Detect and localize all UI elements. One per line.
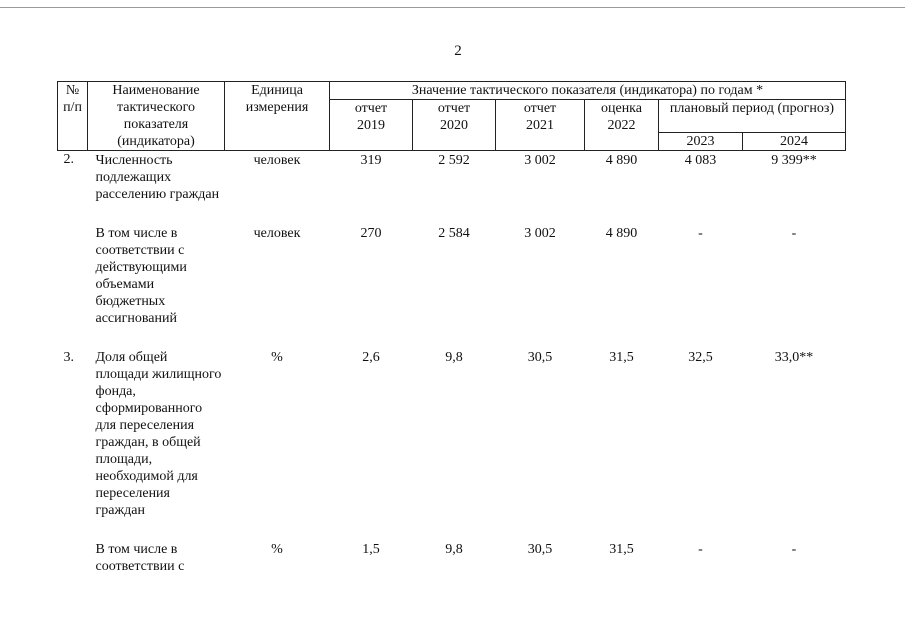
value-2023: - <box>698 542 703 557</box>
value-2022: 31,5 <box>609 350 634 365</box>
value-2024: - <box>791 226 797 241</box>
header-col-label: отчет <box>523 101 557 116</box>
value-2019: 270 <box>360 226 382 241</box>
row-num <box>58 225 88 349</box>
value-2023: 4 083 <box>684 153 717 168</box>
header-col-year: 2021 <box>526 118 554 133</box>
header-name: Наименование тактического показателя (индикатора) <box>88 82 225 151</box>
table-row <box>58 349 846 541</box>
value-2022: 31,5 <box>609 542 634 557</box>
row-unit: % <box>271 542 283 557</box>
value-2023: 32,5 <box>688 350 713 365</box>
value-2020: 2 584 <box>438 226 470 241</box>
header-num: № п/п <box>58 82 88 151</box>
value-2024: 33,0** <box>774 350 814 365</box>
value-2021: 30,5 <box>527 542 553 557</box>
table-row <box>58 225 846 349</box>
value-2019: 2,6 <box>362 350 380 365</box>
header-col-year: 2019 <box>357 118 385 133</box>
value-2021: 3 002 <box>524 153 556 168</box>
row-name: В том числе в соответствии с действующими объемами бюджетных ассигнований <box>95 226 187 326</box>
header-plan-2023: 2023 <box>659 133 743 151</box>
header-plan-2024: 2024 <box>743 133 846 151</box>
header-col-2022 <box>585 100 659 151</box>
header-plan-period: плановый период (прогноз) <box>659 100 846 133</box>
page-number: 2 <box>454 43 462 59</box>
value-2020: 9,8 <box>445 350 463 365</box>
header-col-2019 <box>330 100 413 151</box>
row-name: Численность подлежащих расселению граждан <box>95 153 220 202</box>
row-unit: человек <box>253 153 301 168</box>
value-2022: 4 890 <box>605 226 638 241</box>
value-2023: - <box>698 226 703 241</box>
value-2019: 1,5 <box>362 542 380 557</box>
row-unit: % <box>271 350 283 365</box>
header-col-year: 2020 <box>440 118 468 133</box>
header-col-label: оценка <box>600 101 642 116</box>
value-2024: 9 399** <box>771 153 817 168</box>
header-unit: Единица измерения <box>225 82 330 151</box>
row-num: 2. <box>63 152 74 167</box>
row-num <box>58 541 88 597</box>
header-col-2021 <box>496 100 585 151</box>
table-row <box>58 541 846 597</box>
row-unit: человек <box>253 226 301 241</box>
value-2024: - <box>791 542 797 557</box>
header-col-2020 <box>413 100 496 151</box>
value-2022: 4 890 <box>605 153 638 168</box>
value-2021: 3 002 <box>524 226 556 241</box>
header-col-label: отчет <box>437 101 471 116</box>
header-group: Значение тактического показателя (индикатора) по годам * <box>330 82 846 100</box>
value-2020: 9,8 <box>445 542 463 557</box>
header-col-label: отчет <box>354 101 388 116</box>
header-row-1 <box>58 82 846 100</box>
value-2020: 2 592 <box>438 153 470 168</box>
row-name: В том числе в соответствии с <box>95 542 185 574</box>
indicator-table <box>57 81 846 597</box>
table-row <box>58 151 846 226</box>
value-2021: 30,5 <box>527 350 553 365</box>
top-border-line <box>0 7 905 8</box>
row-num: 3. <box>63 350 74 365</box>
value-2019: 319 <box>360 153 382 168</box>
row-name: Доля общей площади жилищного фонда, сформированного для переселения граждан, в общей площади, необходимой для переселения граждан <box>95 350 222 518</box>
header-col-year: 2022 <box>607 118 636 133</box>
